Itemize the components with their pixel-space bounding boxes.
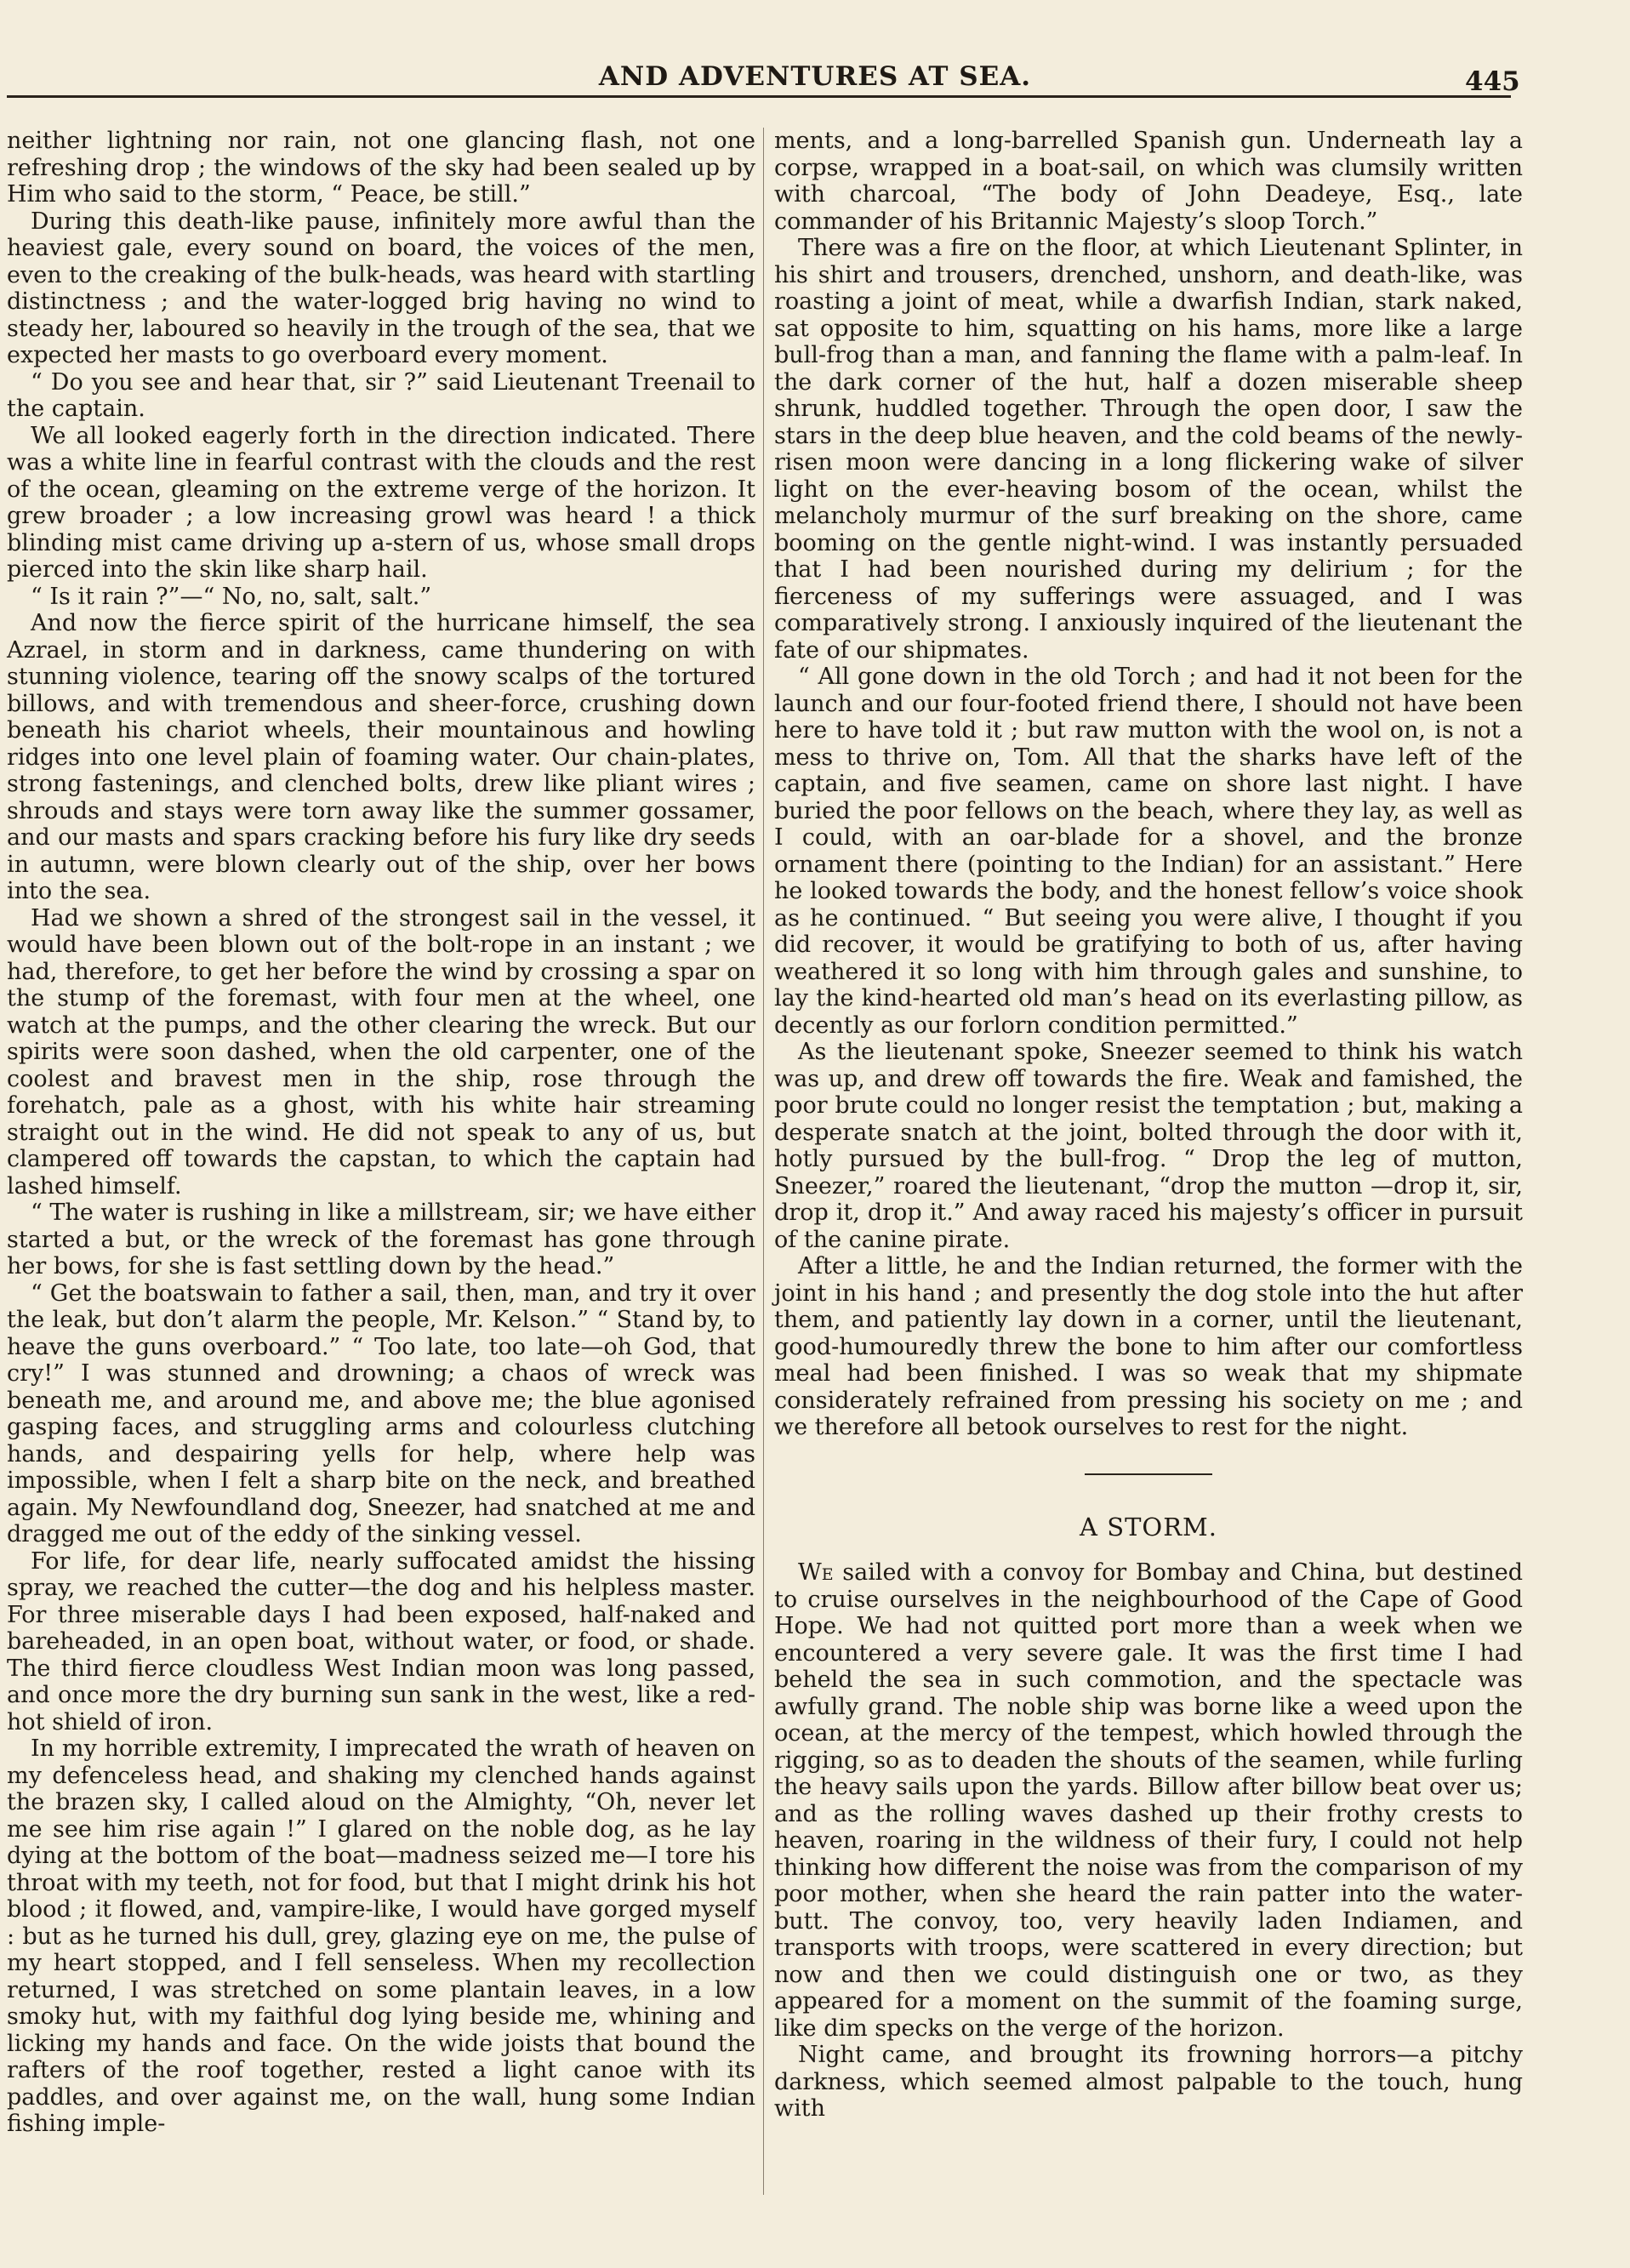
paragraph: As the lieutenant spoke, Sneezer seemed to think his watch was up, and drew off towards the fire. Weak and famished, the poor brute could no longer resist the temptation ; but, making a desperate snatch at the joint, bolted through the door with it, hotly pursued by the bull-frog. “ Drop the leg of mutton, Sneezer,” roared the lieutenant, “drop the mutton —drop it, sir, drop it, drop it.” And away raced his majesty’s officer in pursuit of the canine pirate. — [774, 1039, 1523, 1253]
section-title: A STORM. — [1080, 1512, 1217, 1541]
paragraph: “ Do you see and hear that, sir ?” said Lieutenant Treenail to the captain. — [7, 368, 755, 422]
page-header — [0, 49, 1630, 100]
paragraph: During this death-like pause, infinitely more awful than the heaviest gale, every sound on board, the voices of the men, even to the creaking of the bulk-heads, was heard with startling distinctness ; and the water-logged brig having no wind to steady her, laboured so heavily in the trough of the sea, that we expected her masts to go overboard every moment. — [7, 208, 755, 368]
page-number: 445 — [1465, 66, 1520, 97]
paragraph: In my horrible extremity, I imprecated the wrath of heaven on my defenceless head, and shaking my clenched hands against the brazen sky, I called aloud on the Almighty, “Oh, never let me see him rise again !” I glared on the noble dog, as he lay dying at the bottom of the boat—madness seized me—I tore his throat with my teeth, not for food, but that I might drink his hot blood ; it flowed, and, vampire-like, I would have gorged myself : but as he turned his dull, grey, glazing eye on me, the pulse of my heart stopped, and I fell senseless. When my recollection returned, I was stretched on some plantain leaves, in a low smoky hut, with my faithful dog lying beside me, whining and licking my hands and face. On the wide joists that bound the rafters of the roof together, rested a light canoe with its paddles, and over against me, on the wall, hung some Indian fishing imple- — [7, 1735, 755, 2137]
paragraph: We all looked eagerly forth in the direction indicated. There was a white line in fearful contrast with the clouds and the rest of the ocean, gleaming on the extreme verge of the horizon. It grew broader ; a low increasing growl was heard ! a thick blinding mist came driving up a-stern of us, whose small drops pierced into the skin like sharp hail. — [7, 422, 755, 583]
paragraph: ments, and a long-barrelled Spanish gun. Underneath lay a corpse, wrapped in a boat-sail, on which was clumsily written with charcoal, “The body of John Deadeye, Esq., late commander of his Britannic Majesty’s sloop Torch.” — [774, 128, 1523, 235]
header-rule — [7, 95, 1511, 98]
paragraph: neither lightning nor rain, not one glancing flash, not one refreshing drop ; the windows of the sky had been sealed up by Him who said to the storm, “ Peace, be still.” — [7, 128, 755, 208]
paragraph: “ The water is rushing in like a millstream, sir; we have either started a but, or the wreck of the foremast has gone through her bows, for she is fast settling down by the head.” — [7, 1200, 755, 1279]
paragraph: Had we shown a shred of the strongest sail in the vessel, it would have been blown out of the bolt-rope in an instant ; we had, therefore, to get her before the wind by crossing a spar on the stump of the foremast, with four men at the wheel, one watch at the pumps, and the other clearing the wreck. But our spirits were soon dashed, when the old carpenter, one of the coolest and bravest men in the ship, rose through the forehatch, pale as a ghost, with his white hair streaming straight out in the wind. He did not speak to any of us, but clampered off towards the capstan, to which the captain had lashed himself. — [7, 904, 755, 1200]
column-divider — [763, 128, 764, 2195]
paragraph: After a little, he and the Indian returned, the former with the joint in his hand ; and presently the dog stole into the hut after them, and patiently lay down in a corner, until the lieutenant, good-humouredly threw the bone to him after our comfortless meal had been finished. I was so weak that my shipmate considerately refrained from pressing his society on me ; and we therefore all betook ourselves to rest for the night. — [774, 1253, 1523, 1440]
section-divider — [1085, 1473, 1212, 1475]
left-column — [7, 128, 755, 2138]
first-word: We — [798, 1559, 834, 1586]
paragraph: “ All gone down in the old Torch ; and had it not been for the launch and our four-footed friend there, I should not have been here to have told it ; but raw mutton with the wool on, is not a mess to thrive on, Tom. All that the sharks have left of the captain, and five seamen, came on shore last night. I have buried the poor fellows on the beach, where they lay, as well as I could, with an oar-blade for a shovel, and the bronze ornament there (pointing to the Indian) for an assistant.” Here he looked towards the body, and the honest fellow’s voice shook as he continued. “ But seeing you were alive, I thought if you did recover, it would be gratifying to both of us, after having weathered it so long with him through gales and sunshine, to lay the kind-hearted old man’s head on its everlasting pillow, as decently as our forlorn condition permitted.” — [774, 664, 1523, 1039]
paragraph — [774, 1559, 1523, 2042]
running-head: AND ADVENTURES AT SEA. — [598, 61, 1032, 92]
paragraph-body: sailed with a convoy for Bombay and China, but destined to cruise ourselves in the neighbourhood of the Cape of Good Hope. We had not quitted port more than a week when we encountered a very severe gale. It was the first time I had beheld the sea in such commotion, and the spectacle was awfully grand. The noble ship was borne like a weed upon the ocean, at the mercy of the tempest, which howled through the rigging, so as to deaden the shouts of the seamen, while furling the heavy sails upon the yards. Billow after billow beat over us; and as the rolling waves dashed up their frothy crests to heaven, roaring in the wildness of their fury, I could not help thinking how different the noise was from the comparison of my poor mother, when she heard the rain patter into the water-butt. The convoy, too, very heavily laden Indiamen, and transports with troops, were scattered in every direction; but now and then we could distinguish one or two, as they appeared for a moment on the summit of the foaming surge, like dim specks on the verge of the horizon. — [774, 1559, 1523, 2042]
paragraph: Night came, and brought its frowning horrors—a pitchy darkness, which seemed almost palpable to the touch, hung with — [774, 2042, 1523, 2122]
right-column — [774, 128, 1523, 2123]
paragraph: “ Is it rain ?”—“ No, no, salt, salt.” — [31, 583, 432, 610]
paragraph: “ Get the boatswain to father a sail, then, man, and try it over the leak, but don’t alarm the people, Mr. Kelson.” “ Stand by, to heave the guns overboard.” “ Too late, too late—oh God, that cry!” I was stunned and drowning; a chaos of wreck was beneath me, and around me, and above me; the blue agonised gasping faces, and struggling arms and colourless clutching hands, and despairing yells for help, where help was impossible, when I felt a sharp bite on the neck, and breathed again. My Newfoundland dog, Sneezer, had snatched at me and dragged me out of the eddy of the sinking vessel. — [7, 1279, 755, 1547]
paragraph: For life, for dear life, nearly suffocated amidst the hissing spray, we reached the cutter—the dog and his helpless master. For three miserable days I had been exposed, half-naked and bareheaded, in an open boat, without water, or food, or shade. The third fierce cloudless West Indian moon was long passed, and once more the dry burning sun sank in the west, like a red-hot shield of iron. — [7, 1547, 755, 1735]
paragraph: There was a fire on the floor, at which Lieutenant Splinter, in his shirt and trousers, drenched, unshorn, and death-like, was roasting a joint of meat, while a dwarfish Indian, stark naked, sat opposite to him, squatting on his hams, more like a large bull-frog than a man, and fanning the flame with a palm-leaf. In the dark corner of the hut, half a dozen miserable sheep shrunk, huddled together. Through the open door, I saw the stars in the deep blue heaven, and the cold beams of the newly-risen moon were dancing in a long flickering wake of silver light on the ever-heaving bosom of the ocean, whilst the melancholy murmur of the surf breaking on the shore, came booming on the gentle night-wind. I was instantly persuaded that I had been nourished during my delirium ; for the fierceness of my sufferings were assuaged, and I was comparatively strong. I anxiously inquired of the lieutenant the fate of our shipmates. — [774, 235, 1523, 664]
paragraph: And now the fierce spirit of the hurricane himself, the sea Azrael, in storm and in darkness, came thundering on with stunning violence, tearing off the snowy scalps of the tortured billows, and with tremendous and sheer-force, crushing down beneath his chariot wheels, their mountainous and howling ridges into one level plain of foaming water. Our chain-plates, strong fastenings, and clenched bolts, drew like pliant wires ; shrouds and stays were torn away like the summer gossamer, and our masts and spars cracking before his fury like dry seeds in autumn, were blown clearly out of the ship, over her bows into the sea. — [7, 610, 755, 904]
